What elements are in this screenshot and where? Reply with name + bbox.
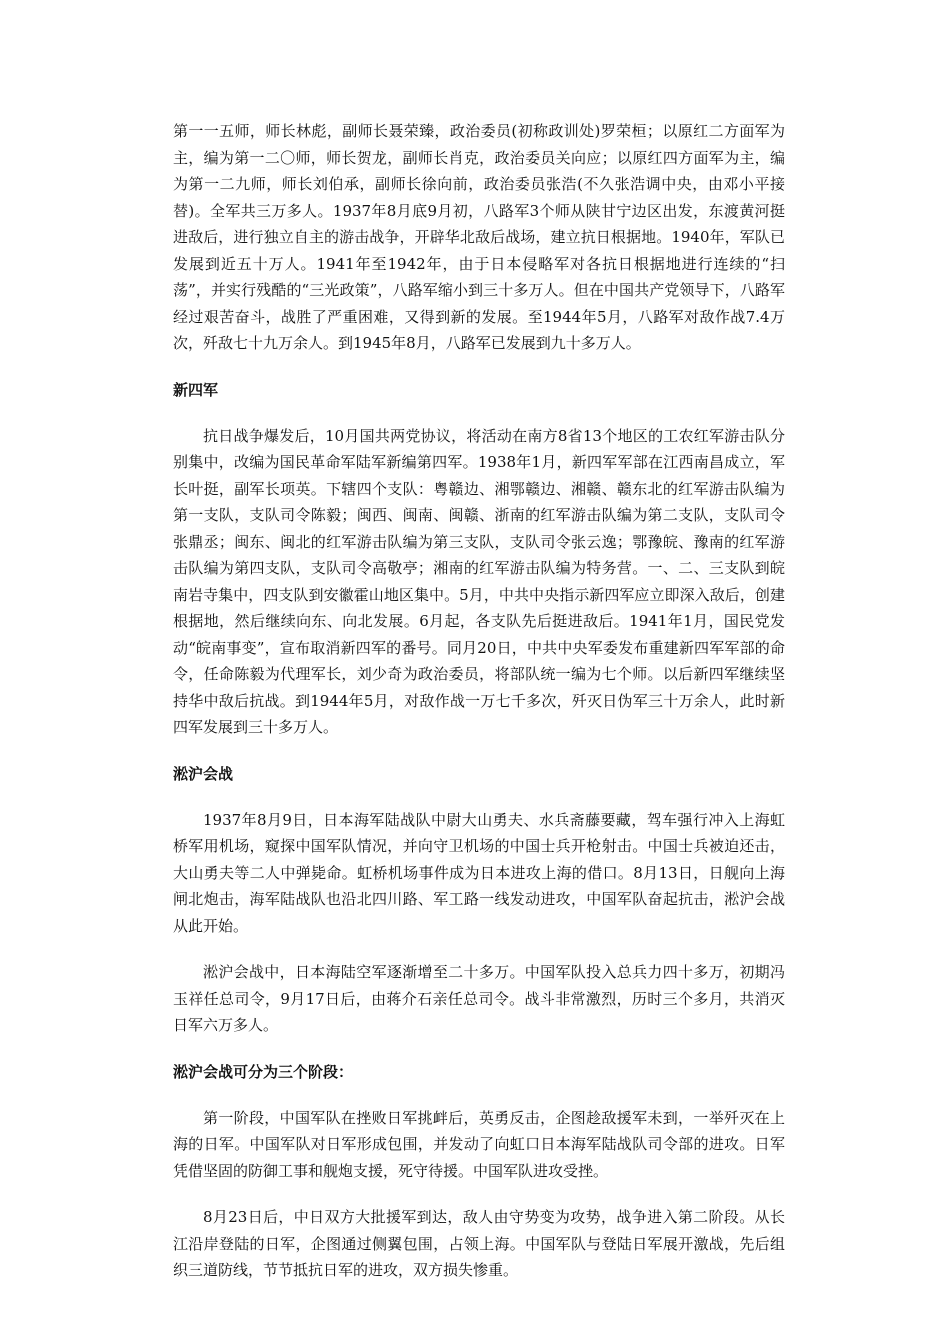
paragraph-songhu-origin: 1937年8月9日，日本海军陆战队中尉大山勇夫、水兵斋藤要藏，驾车强行冲入上海虹桥军用机场，窥探中国军队情况，并向守卫机场的中国士兵开枪射击。中国士兵被迫还击，大山勇夫等二人中弹毙命。虹桥机场事件成为日本进攻上海的借口。8月13日，日舰向上海闸北炮击，海军陆战队也沿北四川路、军工路一线发动进攻，中国军队奋起抗击，淞沪会战从此开始。 xyxy=(173,810,785,935)
document-page xyxy=(173,118,785,1304)
paragraph-stage-two: 8月23日后，中日双方大批援军到达，敌人由守势变为攻势，战争进入第二阶段。从长江沿岸登陆的日军，企图通过侧翼包围，占领上海。中国军队与登陆日军展开激战，先后组织三道防线，节节抵抗日军的进攻，双方损失惨重。 xyxy=(173,1208,785,1279)
heading-new-fourth-army: 新四军 xyxy=(173,380,219,399)
paragraph-stage-one: 第一阶段，中国军队在挫败日军挑衅后，英勇反击，企图趁敌援军未到，一举歼灭在上海的日军。中国军队对日军形成包围，并发动了向虹口日本海军陆战队司令部的进攻。日军凭借坚固的防御工事和舰炮支援，死守待援。中国军队进攻受挫。 xyxy=(173,1108,785,1180)
paragraph-eighth-route-army: 第一一五师，师长林彪，副师长聂荣臻，政治委员(初称政训处)罗荣桓；以原红二方面军为主，编为第一二〇师，师长贺龙，副师长肖克，政治委员关向应；以原红四方面军为主，编为第一二九师，师长刘伯承，副师长徐向前，政治委员张浩(不久张浩调中央，由邓小平接替)。全军共三万多人。1937年8月底9月初，八路军3个师从陕甘宁边区出发，东渡黄河挺进敌后，进行独立自主的游击战争，开辟华北敌后战场，建立抗日根据地。1940年，军队已发展到近五十万人。1941年至1942年，由于日本侵略军对各抗日根据地进行连续的“扫荡”，并实行残酷的“三光政策”，八路军缩小到三十多万人。但在中国共产党领导下，八路军经过艰苦奋斗，战胜了严重困难，又得到新的发展。至1944年5月，八路军对敌作战7.4万次，歼敌七十九万余人。到1945年8月，八路军已发展到九十多万人。 xyxy=(173,122,785,352)
paragraph-songhu-forces: 淞沪会战中，日本海陆空军逐渐增至二十多万。中国军队投入总兵力四十多万，初期冯玉祥任总司令，9月17日后，由蒋介石亲任总司令。战斗非常激烈，历时三个多月，共消灭日军六万多人。 xyxy=(173,963,785,1034)
heading-songhu-stages: 淞沪会战可分为三个阶段： xyxy=(173,1062,354,1081)
heading-songhu-battle: 淞沪会战 xyxy=(173,764,234,783)
paragraph-new-fourth-army: 抗日战争爆发后，10月国共两党协议，将活动在南方8省13个地区的工农红军游击队分别集中，改编为国民革命军陆军新编第四军。1938年1月，新四军军部在江西南昌成立，军长叶挺，副军长项英。下辖四个支队：粤赣边、湘鄂赣边、湘赣、赣东北的红军游击队编为第一支队，支队司令陈毅；闽西、闽南、闽赣、浙南的红军游击队编为第二支队，支队司令张鼎丞；闽东、闽北的红军游击队编为第三支队，支队司令张云逸；鄂豫皖、豫南的红军游击队编为第四支队，支队司令高敬亭；湘南的红军游击队编为特务营。一、二、三支队到皖南岩寺集中，四支队到安徽霍山地区集中。5月，中共中央指示新四军应立即深入敌后，创建根据地，然后继续向东、向北发展。6月起，各支队先后挺进敌后。1941年1月，国民党发动“皖南事变”，宣布取消新四军的番号。同月20日，中共中央军委发布重建新四军军部的命令，任命陈毅为代理军长，刘少奇为政治委员，将部队统一编为七个师。以后新四军继续坚持华中敌后抗战。到1944年5月，对敌作战一万七千多次，歼灭日伪军三十万余人，此时新四军发展到三十多万人。 xyxy=(173,426,785,736)
